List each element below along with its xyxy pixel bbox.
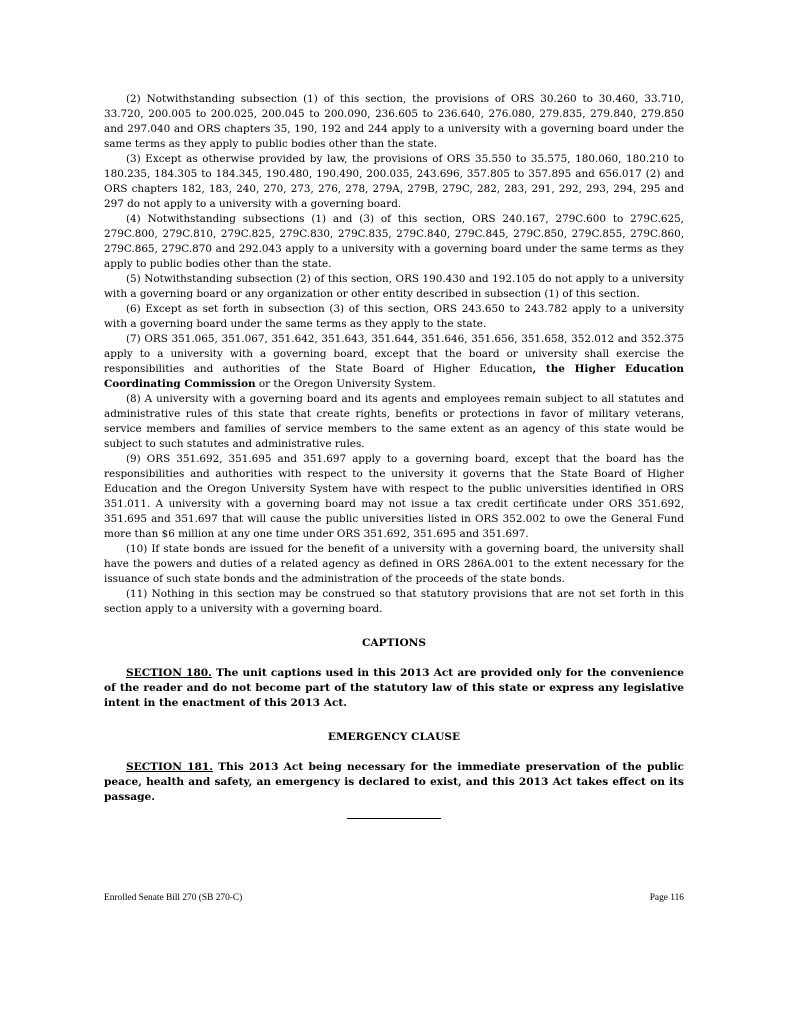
subsection-7 bbox=[104, 332, 684, 392]
subsection-8: (8) A university with a governing board and its agents and employees remain subject to all statutes and administrative rules of this state that create rights, benefits or protections in favor of military veterans, service members and families of service members to the same extent as an agency of this state would be subject to such statutes and administrative rules. bbox=[104, 393, 684, 450]
subsection-10: (10) If state bonds are issued for the benefit of a university with a governing board, the university shall have the powers and duties of a related agency as defined in ORS 286A.001 to the extent necessary for the issuance of such state bonds and the administration of the proceeds of the state bonds. bbox=[104, 543, 684, 585]
section-181-text: This 2013 Act being necessary for the immediate preservation of the public peace, health and safety, an emergency is declared to exist, and this 2013 Act takes effect on its passage. bbox=[104, 761, 684, 803]
subsection-4: (4) Notwithstanding subsections (1) and (3) of this section, ORS 240.167, 279C.600 to 279C.625, 279C.800, 279C.810, 279C.825, 279C.830, 279C.835, 279C.840, 279C.845, 279C.850, 279C.855, 279C.860, 279C.865, 279C.870 and 292.043 apply to a university with a governing board under the same terms as they apply to public bodies other than the state. bbox=[104, 213, 684, 270]
captions-heading: CAPTIONS bbox=[361, 637, 427, 649]
subsection-5: (5) Notwithstanding subsection (2) of this section, ORS 190.430 and 192.105 do not apply to a university with a governing board or any organization or other entity described in subsection (1) of this section. bbox=[104, 273, 684, 300]
section-181-label: SECTION 181. bbox=[126, 761, 213, 773]
footer-bill-name: Enrolled Senate Bill 270 (SB 270-C) bbox=[104, 893, 243, 903]
section-180-text: The unit captions used in this 2013 Act are provided only for the convenience of the reader and do not become part of the statutory law of this state or express any legislative intent in the enactment of this 2013 Act. bbox=[104, 667, 684, 709]
section-180 bbox=[104, 666, 684, 711]
end-rule bbox=[347, 818, 441, 819]
document-body bbox=[104, 92, 684, 819]
section-180-label: SECTION 180. bbox=[126, 667, 212, 679]
subsection-6: (6) Except as set forth in subsection (3) of this section, ORS 243.650 to 243.782 apply to a university with a governing board under the same terms as they apply to the state. bbox=[104, 303, 684, 330]
emergency-clause-heading: EMERGENCY CLAUSE bbox=[327, 731, 461, 743]
subsection-9: (9) ORS 351.692, 351.695 and 351.697 apply to a governing board, except that the board has the responsibilities and authorities with respect to the university it governs that the State Board of Higher Education and the Oregon University System have with respect to the public universities identified in ORS 351.011. A university with a governing board may not issue a tax credit certificate under ORS 351.692, 351.695 and 351.697 that will cause the public universities listed in ORS 352.002 to owe the General Fund more than $6 million at any one time under ORS 351.692, 351.695 and 351.697. bbox=[104, 453, 684, 540]
subsection-11: (11) Nothing in this section may be construed so that statutory provisions that are not set forth in this section apply to a university with a governing board. bbox=[104, 588, 684, 615]
subsection-7-text: (7) ORS 351.065, 351.067, 351.642, 351.643, 351.644, 351.646, 351.656, 351.658, 352.012 and 352.375 apply to a university with a governing board, except that the board or university shall exercise the responsibilities and authorities of the State Board of Higher Education bbox=[104, 333, 684, 375]
subsection-7-tail: or the Oregon University System. bbox=[255, 378, 436, 390]
subsection-7-amendment: , the Higher Education Coordinating Commission bbox=[104, 363, 684, 390]
subsection-2: (2) Notwithstanding subsection (1) of this section, the provisions of ORS 30.260 to 30.460, 33.710, 33.720, 200.005 to 200.025, 200.045 to 200.090, 236.605 to 236.640, 276.080, 279.835, 279.840, 279.850 and 297.040 and ORS chapters 35, 190, 192 and 244 apply to a university with a governing board under the same terms as they apply to public bodies other than the state. bbox=[104, 93, 684, 150]
section-181 bbox=[104, 760, 684, 805]
subsection-3: (3) Except as otherwise provided by law, the provisions of ORS 35.550 to 35.575, 180.060, 180.210 to 180.235, 184.305 to 184.345, 190.480, 190.490, 200.035, 243.696, 357.805 to 357.895 and 656.017 (2) and ORS chapters 182, 183, 240, 270, 273, 276, 278, 279A, 279B, 279C, 282, 283, 291, 292, 293, 294, 295 and 297 do not apply to a university with a governing board. bbox=[104, 153, 684, 210]
footer-page-number: Page 116 bbox=[649, 893, 684, 903]
